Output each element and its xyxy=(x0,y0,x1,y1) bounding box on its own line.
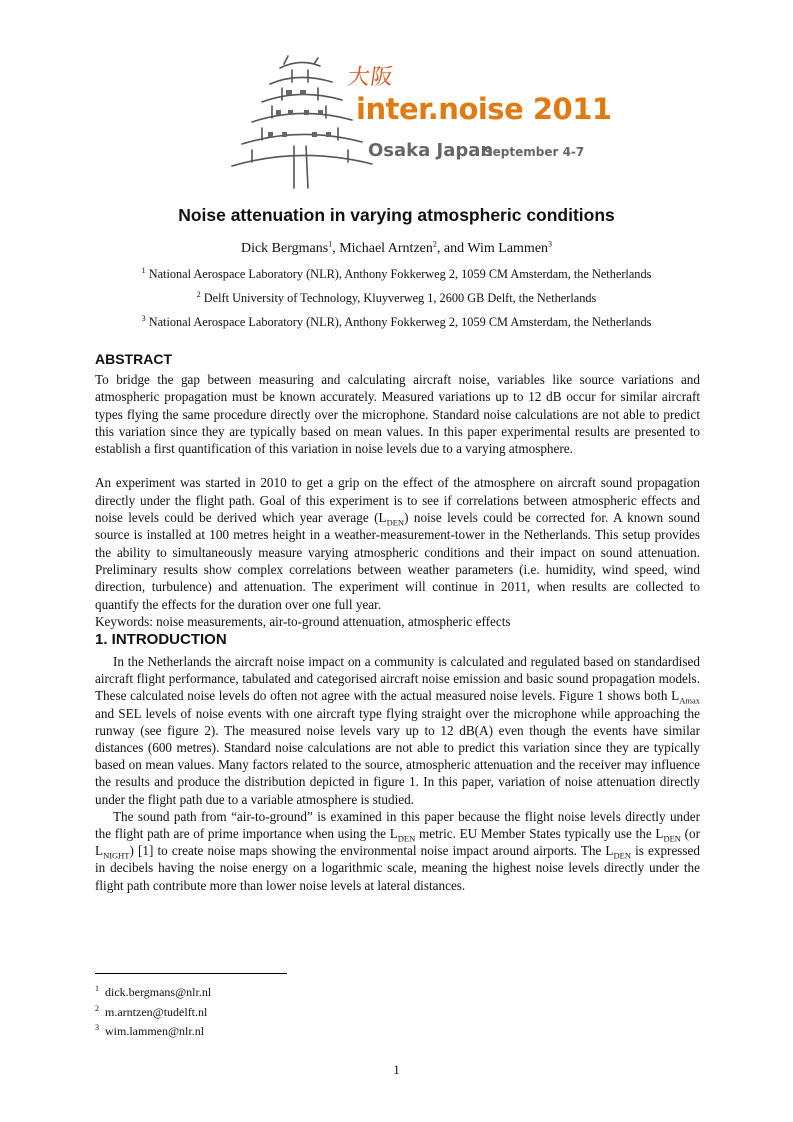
affiliation-text: National Aerospace Laboratory (NLR), Anthony Fokkerweg 2, 1059 CM Amsterdam, the Netherlands xyxy=(148,267,652,281)
paragraph-spacer xyxy=(95,457,700,474)
abstract-paragraph: To bridge the gap between measuring and calculating aircraft noise, variables like source variations and atmospheric propagation must be known accurately. Measured variations up to 12 dB occur for similar aircraft types flying the same procedure directly over the microphone. Standard noise calculations are not able to predict this variation since they are typically based on mean values. In this paper experimental results are presented to establish a first quantification of this variation in noise levels due to a varying atmosphere. xyxy=(95,372,700,457)
text-run: metric. EU Member States typically use the L xyxy=(415,826,664,842)
footnote-number: 1 xyxy=(95,984,99,993)
subscript: NIGHT xyxy=(103,850,130,861)
affiliation xyxy=(0,291,793,306)
text-run: (or L xyxy=(95,826,700,859)
text-run: In the Netherlands the aircraft noise impact on a community is calculated and regulated based on standardised aircraft flight performance, tabulated and categorised aircraft noise emission and basic sound propagation models. These calculated noise levels do often not agree with the actual measured noise levels. Figure 1 shows both L xyxy=(95,654,700,704)
subscript: Amax xyxy=(679,696,700,707)
introduction-heading: 1. INTRODUCTION xyxy=(95,631,227,648)
footnote-email: m.arntzen@tudelft.nl xyxy=(105,1004,208,1019)
introduction-body xyxy=(95,653,700,894)
paper-title: Noise attenuation in varying atmospheric conditions xyxy=(178,205,615,225)
footnotes xyxy=(95,981,211,1040)
footnote-number: 2 xyxy=(95,1003,99,1013)
author-sup: 3 xyxy=(548,239,553,249)
affiliation xyxy=(0,315,793,330)
text-run: ) noise levels could be corrected for. A known sound source is installed at 100 metres height in a weather-measurement-tower in the Netherlands. This setup provides the ability to simultaneously measure varying atmospheric conditions and their impact on sound attenuation. Preliminary results show complex correlations between weather parameters (i.e. humidity, wind speed, wind direction, turbulence) and attenuation. The experiment will continue in 2011, when results are collected to quantify the effects for the duration over one full year. xyxy=(95,510,701,612)
logo-city: Osaka Japan xyxy=(368,140,494,161)
footnote-item xyxy=(95,1001,211,1021)
abstract-body xyxy=(95,371,700,630)
author-name: Wim Lammen xyxy=(467,241,549,256)
author-sup: 1 xyxy=(328,239,333,249)
affiliation-sup: 1 xyxy=(141,265,146,275)
footnote-item xyxy=(95,1020,211,1040)
footnote-divider xyxy=(95,973,287,974)
affiliation-sup: 2 xyxy=(196,289,201,299)
intro-paragraph xyxy=(95,808,700,894)
subscript: DEN xyxy=(397,833,416,844)
logo-conference-name: inter.noise 2011 xyxy=(356,92,612,126)
affiliation-text: National Aerospace Laboratory (NLR), Anthony Fokkerweg 2, 1059 CM Amsterdam, the Netherlands xyxy=(148,315,652,329)
footnote-item xyxy=(95,981,211,1001)
subscript: DEN xyxy=(663,833,681,844)
author-sup: 2 xyxy=(432,239,437,249)
intro-paragraph xyxy=(95,653,700,808)
logo-osaka-kanji: 大阪 xyxy=(345,65,396,90)
text-run: ) [1] to create noise maps showing the environmental noise impact around airports. The L xyxy=(129,843,614,859)
footnote-email: wim.lammen@nlr.nl xyxy=(105,1024,205,1038)
subscript: DEN xyxy=(613,850,631,861)
text-run: is expressed in decibels having the noise energy on a logarithmic scale, meaning the highest noise levels directly under the flight path contribute more than lower noise levels at lateral distances. xyxy=(95,843,701,893)
footnote-email: dick.bergmans@nlr.nl xyxy=(105,985,212,999)
keywords: Keywords: noise measurements, air-to-ground attenuation, atmospheric effects xyxy=(95,613,511,629)
text-run: and SEL levels of noise events with one aircraft type flying straight over the microphone while approaching the runway (see figure 2). The measured noise levels vary up to 12 dB(A) even though the events have similar distances (600 metres). Standard noise calculations are not able to predict this variation since they are typically based on mean values. Many factors related to the source, atmospheric attenuation and the receiver may influence the results and produce the distribution depicted in figure 1. In this paper, variation of noise attenuation directly under the flight path due to a variable atmosphere is studied. xyxy=(95,705,700,807)
affiliation xyxy=(0,267,793,282)
affiliation-sup: 3 xyxy=(141,313,146,323)
abstract-heading: ABSTRACT xyxy=(95,351,172,367)
footnote-number: 3 xyxy=(95,1023,99,1032)
page-number: 1 xyxy=(393,1062,400,1077)
subscript: DEN xyxy=(386,517,405,528)
text-run: The sound path from “air-to-ground” is examined in this paper because the flight noise levels directly under the flight path are of prime importance when using the L xyxy=(95,808,700,842)
author-name: Dick Bergmans xyxy=(240,241,329,256)
author-name: Michael Arntzen xyxy=(339,241,433,256)
author-list: Dick Bergmans$^1$, Michael Arntzen$^2$, and Wim Lammen$^3$ xyxy=(240,239,553,256)
text-run: An experiment was started in 2010 to get a grip on the effect of the atmosphere on aircraft sound propagation directly under the flight path. Goal of this experiment is to see if correlations between atmospheric effects and noise levels could be derived which year average (L xyxy=(95,475,700,526)
abstract-paragraph xyxy=(95,474,700,612)
logo-dates: September 4-7 xyxy=(484,145,585,159)
affiliation-text: Delft University of Technology, Kluyverweg 1, 2600 GB Delft, the Netherlands xyxy=(203,291,597,305)
